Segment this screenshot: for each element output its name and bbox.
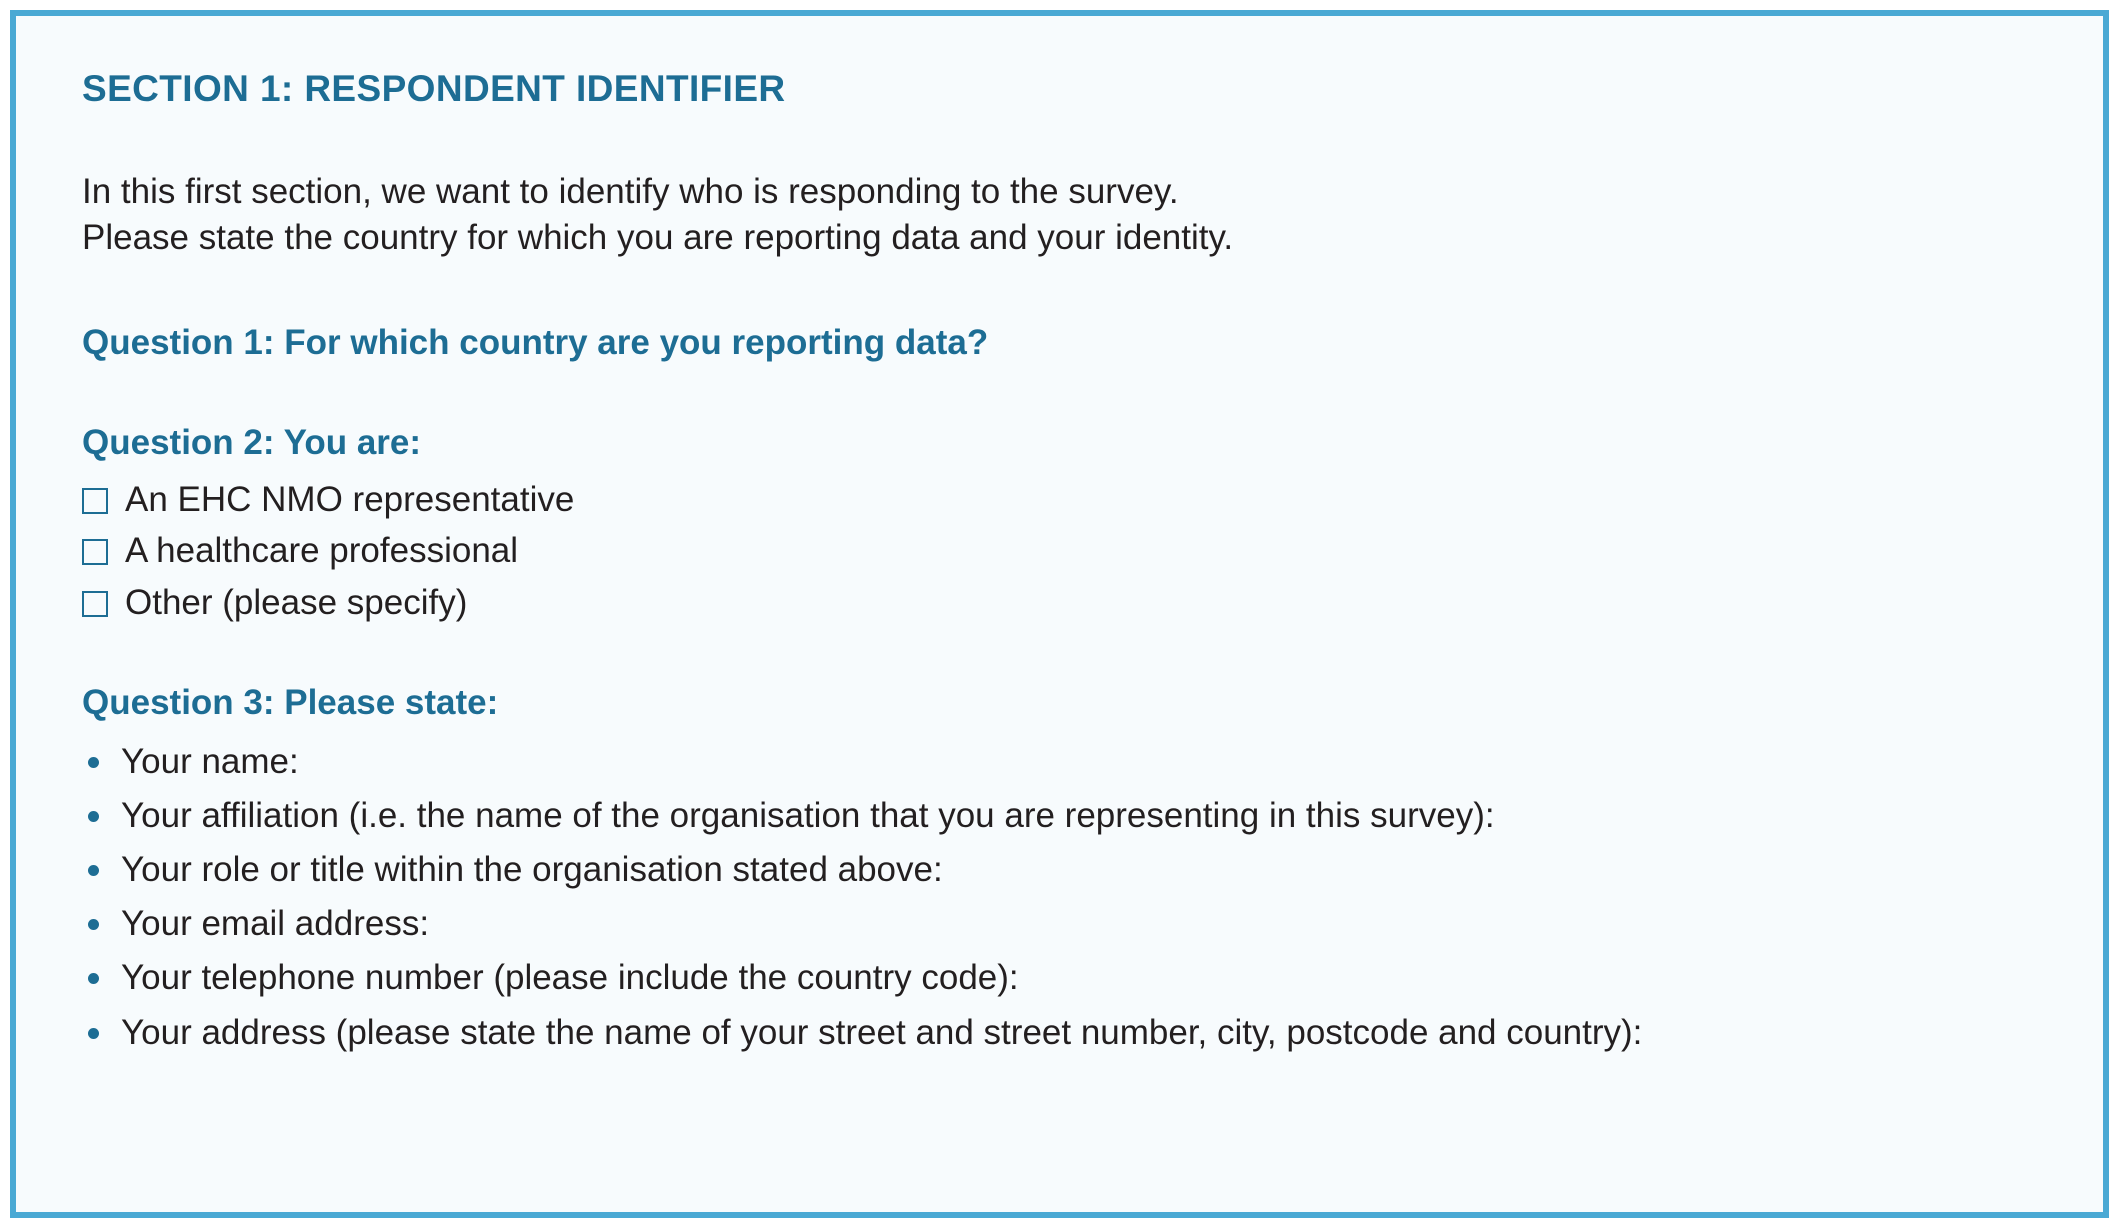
page-title: SECTION 1: RESPONDENT IDENTIFIER — [82, 68, 786, 109]
bullet-icon — [88, 757, 99, 768]
question-2-options — [82, 478, 2043, 624]
bullet-icon — [88, 919, 99, 930]
respondent-identifier-card — [10, 10, 2109, 1218]
list-item-label: Your name: — [121, 742, 299, 782]
bullet-icon — [88, 811, 99, 822]
list-item-label: Your email address: — [121, 904, 430, 944]
question-3-block — [82, 682, 2043, 1055]
option-label: A healthcare professional — [125, 531, 519, 571]
list-item — [82, 956, 2043, 1000]
list-item — [82, 740, 2043, 784]
option-label: An EHC NMO representative — [125, 479, 575, 519]
bullet-icon — [88, 865, 99, 876]
question-3-heading: Question 3: Please state: — [82, 683, 499, 723]
intro-line-2: Please state the country for which you are reporting data and your identity. — [82, 218, 1234, 258]
question-3-items — [82, 740, 2043, 1055]
option-row[interactable] — [82, 478, 2043, 521]
section-intro — [82, 171, 2043, 260]
list-item-label: Your role or title within the organisation stated above: — [121, 850, 943, 890]
question-1-heading: Question 1: For which country are you reporting data? — [82, 322, 989, 362]
option-row[interactable] — [82, 581, 2043, 624]
bullet-icon — [88, 1028, 99, 1039]
list-item — [82, 848, 2043, 892]
list-item — [82, 902, 2043, 946]
checkbox-icon[interactable] — [82, 488, 108, 514]
bullet-icon — [88, 973, 99, 984]
list-item — [82, 1011, 2043, 1055]
checkbox-icon[interactable] — [82, 539, 108, 565]
option-row[interactable] — [82, 529, 2043, 572]
list-item-label: Your address (please state the name of your street and street number, city, postcode and country): — [121, 1012, 1643, 1052]
checkbox-icon[interactable] — [82, 591, 108, 617]
question-2-heading: Question 2: You are: — [82, 422, 422, 462]
list-item — [82, 794, 2043, 838]
question-2-block — [82, 422, 2043, 624]
option-label: Other (please specify) — [125, 582, 468, 622]
list-item-label: Your telephone number (please include the country code): — [121, 958, 1019, 998]
list-item-label: Your affiliation (i.e. the name of the organisation that you are representing in this survey): — [121, 796, 1495, 836]
intro-line-1: In this first section, we want to identify who is responding to the survey. — [82, 171, 1179, 211]
